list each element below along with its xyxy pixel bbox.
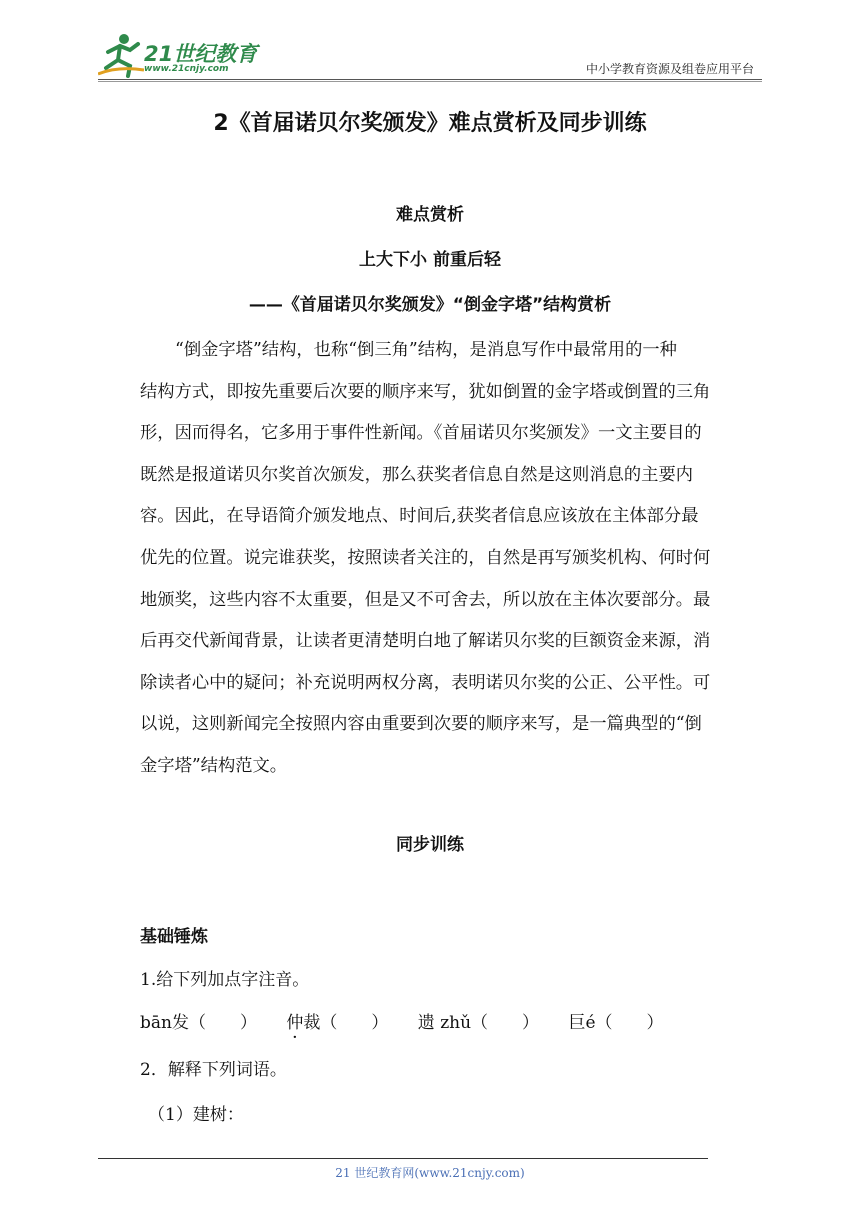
logo-url: www.21cnjy.com	[144, 64, 229, 74]
paragraph-line: 地颁奖，这些内容不太重要，但是又不可舍去，所以放在主体次要部分。最	[140, 589, 711, 610]
paragraph-line: 以说，这则新闻完全按照内容由重要到次要的顺序来写，是一篇典型的“倒	[140, 714, 702, 735]
paragraph-line: 除读者心中的疑问；补充说明两权分离，表明诺贝尔奖的公正、公平性。可	[140, 672, 711, 693]
pinyin-item: 巨é（ ）	[568, 1013, 664, 1033]
section-subtitle: ——《首届诺贝尔奖颁发》“倒金字塔”结构赏析	[248, 295, 612, 315]
footer-divider	[98, 1158, 708, 1159]
logo-text: 21世纪教育	[144, 42, 258, 66]
pinyin-item: 仲裁（ ）	[286, 1013, 389, 1033]
page-title: 2《首届诺贝尔奖颁发》难点赏析及同步训练	[213, 111, 647, 136]
paragraph-line: “倒金字塔”结构，也称“倒三角”结构，是消息写作中最常用的一种	[175, 340, 677, 360]
question-2: 2．解释下列词语。	[140, 1060, 287, 1080]
basics-heading: 基础锤炼	[140, 927, 208, 947]
paragraph-line: 金字塔”结构范文。	[140, 755, 288, 776]
header-platform-text: 中小学教育资源及组卷应用平台	[585, 62, 754, 76]
question-1-items	[140, 1008, 688, 1033]
header-divider-secondary	[98, 81, 762, 82]
logo	[98, 30, 268, 80]
page-header	[98, 30, 758, 80]
pinyin-item: bān发（ ）	[140, 1013, 257, 1033]
question-1: 1.给下列加点字注音。	[140, 970, 310, 990]
paragraph-line: 既然是报道诺贝尔奖首次颁发，那么获奖者信息自然是这则消息的主要内	[140, 464, 694, 485]
analysis-paragraph	[140, 330, 760, 788]
paragraph-line: 结构方式，即按先重要后次要的顺序来写，犹如倒置的金字塔或倒置的三角	[140, 381, 711, 402]
paragraph-line: 优先的位置。说完谁获奖，按照读者关注的，自然是再写颁奖机构、何时何	[140, 547, 711, 568]
page-footer: 21 世纪教育网(www.21cnjy.com)	[335, 1166, 525, 1180]
paragraph-line: 形，因而得名，它多用于事件性新闻。《首届诺贝尔奖颁发》一文主要目的	[140, 423, 702, 444]
paragraph-line: 后再交代新闻背景，让读者更清楚明白地了解诺贝尔奖的巨额资金来源，消	[140, 631, 711, 652]
section-subheading: 上大下小 前重后轻	[359, 250, 501, 270]
section-heading-analysis: 难点赏析	[396, 205, 464, 225]
section-heading-training: 同步训练	[396, 835, 464, 855]
runner-logo-icon	[98, 32, 146, 78]
question-2-part-1: （1）建树：	[148, 1105, 244, 1125]
pinyin-item: 遗 zhǔ（ ）	[417, 1013, 540, 1033]
dotted-char: 仲	[286, 1013, 304, 1033]
paragraph-line: 容。因此，在导语简介颁发地点、时间后,获奖者信息应该放在主体部分最	[140, 506, 699, 527]
header-divider	[98, 79, 762, 80]
